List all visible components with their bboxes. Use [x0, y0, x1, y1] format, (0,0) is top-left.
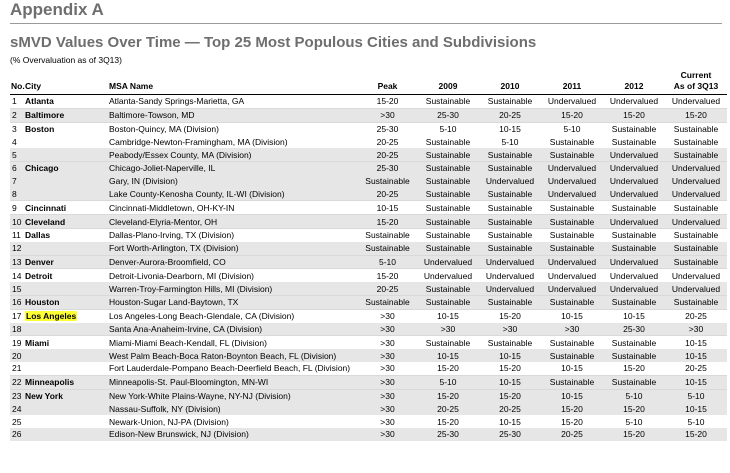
row-number: 16 [10, 295, 24, 309]
row-city [24, 175, 108, 188]
row-peak: 15-20 [376, 270, 399, 281]
row-2010: 10-15 [479, 349, 541, 362]
table-row [10, 161, 727, 174]
header-current-bottom: As of 3Q13 [673, 81, 719, 91]
row-current: 5-10 [665, 389, 727, 402]
row-2010: 25-30 [479, 428, 541, 441]
row-2010: 10-15 [479, 375, 541, 389]
row-current: 10-15 [665, 349, 727, 362]
row-city [24, 188, 108, 201]
row-peak: 25-30 [376, 123, 399, 134]
row-2010: Sustainable [487, 230, 533, 241]
row-2012: Undervalued [603, 161, 665, 174]
row-number: 25 [12, 416, 22, 427]
row-2011: Sustainable [541, 242, 603, 255]
row-2009: 5-10 [439, 123, 457, 134]
row-number: 6 [10, 161, 24, 174]
heading-divider [10, 23, 722, 24]
row-peak: >30 [358, 389, 417, 402]
row-number: 9 [10, 201, 24, 215]
table-row [10, 282, 727, 295]
row-2011: 5-10 [563, 123, 581, 134]
row-current: >30 [665, 323, 727, 336]
row-current: 20-25 [685, 311, 707, 322]
row-city [24, 135, 108, 148]
header-no: No. [11, 81, 25, 91]
table-row [10, 108, 727, 122]
row-2012: Sustainable [611, 230, 657, 241]
row-current: 20-25 [665, 362, 727, 375]
row-msa-name: New York-White Plains-Wayne, NY-NJ (Division) [108, 389, 358, 402]
row-2009: Sustainable [417, 188, 479, 201]
row-2011: Sustainable [549, 136, 595, 147]
row-2010: 10-15 [499, 416, 521, 427]
row-2012: Undervalued [603, 188, 665, 201]
row-2011: Sustainable [549, 230, 595, 241]
row-city [24, 323, 108, 336]
row-msa-name: Atlanta-Sandy Springs-Marietta, GA [108, 95, 358, 109]
row-msa-name: Baltimore-Towson, MD [108, 108, 358, 122]
row-number: 21 [10, 362, 24, 375]
row-city [24, 402, 108, 415]
row-city [24, 148, 108, 161]
row-2011: Sustainable [541, 148, 603, 161]
table-header-row [10, 70, 727, 95]
row-2011: Undervalued [541, 188, 603, 201]
row-number: 4 [12, 136, 17, 147]
row-2010: 15-20 [479, 389, 541, 402]
row-2012: 15-20 [603, 428, 665, 441]
row-2010: 10-15 [499, 123, 521, 134]
row-2012: 15-20 [603, 362, 665, 375]
row-current: Undervalued [665, 161, 727, 174]
row-2012: Sustainable [603, 242, 665, 255]
row-peak: 10-15 [358, 201, 417, 215]
table-row [10, 188, 727, 201]
row-current: Sustainable [673, 123, 719, 134]
row-2010: 20-25 [479, 402, 541, 415]
row-2009: Sustainable [417, 175, 479, 188]
row-2010: Sustainable [479, 295, 541, 309]
row-2009: Sustainable [425, 230, 471, 241]
row-number: 13 [10, 255, 24, 269]
row-city: Cincinnati [24, 201, 108, 215]
row-2009: Sustainable [417, 161, 479, 174]
table-title: sMVD Values Over Time — Top 25 Most Populous Cities and Subdivisions [10, 34, 537, 51]
header-city: City [25, 81, 42, 91]
row-msa-name: West Palm Beach-Boca Raton-Boynton Beach, FL (Division) [108, 349, 358, 362]
row-2011: Undervalued [541, 255, 603, 269]
header-current [665, 70, 727, 95]
row-2009: 15-20 [417, 389, 479, 402]
row-2012: Sustainable [603, 201, 665, 215]
row-2009: Sustainable [425, 136, 471, 147]
table-row [10, 148, 727, 161]
row-current: 10-15 [685, 337, 707, 348]
row-2011: Sustainable [541, 375, 603, 389]
row-number: 10 [10, 215, 24, 229]
row-number: 3 [12, 123, 17, 134]
row-current: Undervalued [671, 270, 721, 281]
row-peak: >30 [358, 402, 417, 415]
row-peak: Sustainable [358, 295, 417, 309]
table-row [10, 323, 727, 336]
table-row [10, 201, 727, 215]
row-city: Atlanta [24, 95, 108, 109]
row-peak: 20-25 [358, 282, 417, 295]
row-2009: Sustainable [417, 215, 479, 229]
row-number: 24 [10, 402, 24, 415]
header-2009: 2009 [438, 81, 458, 91]
row-2009: Sustainable [417, 242, 479, 255]
row-2011: 15-20 [541, 402, 603, 415]
table-body [10, 95, 727, 441]
row-2011: Sustainable [541, 215, 603, 229]
header-msa: MSA Name [109, 81, 154, 91]
appendix-heading: Appendix A [10, 0, 104, 19]
row-2012: 5-10 [625, 416, 643, 427]
row-city: Dallas [25, 230, 51, 241]
row-2010: Sustainable [479, 242, 541, 255]
row-2009: Sustainable [417, 295, 479, 309]
row-2012: Sustainable [603, 349, 665, 362]
row-city: Baltimore [24, 108, 108, 122]
row-2010: Undervalued [479, 255, 541, 269]
row-city [24, 242, 108, 255]
row-2011: 10-15 [561, 311, 583, 322]
row-msa-name: Cincinnati-Middletown, OH-KY-IN [108, 201, 358, 215]
row-current: 10-15 [665, 375, 727, 389]
table-row [10, 95, 727, 109]
table-row [10, 309, 727, 322]
row-current: Sustainable [665, 295, 727, 309]
row-city: Detroit [25, 270, 53, 281]
row-number: 8 [10, 188, 24, 201]
row-number: 2 [10, 108, 24, 122]
row-2011: Undervalued [541, 161, 603, 174]
row-2009: 10-15 [437, 311, 459, 322]
row-2010: Sustainable [479, 215, 541, 229]
row-msa-name: Gary, IN (Division) [108, 175, 358, 188]
row-2011: 10-15 [541, 362, 603, 375]
header-peak: Peak [377, 81, 398, 91]
row-2011: Sustainable [541, 349, 603, 362]
row-current: Undervalued [665, 282, 727, 295]
row-2009: Sustainable [417, 282, 479, 295]
row-2010: Sustainable [479, 188, 541, 201]
row-2012: Undervalued [603, 148, 665, 161]
row-2012: Sustainable [611, 123, 657, 134]
row-city: Houston [24, 295, 108, 309]
row-msa-name: Fort Worth-Arlington, TX (Division) [108, 242, 358, 255]
row-city: Chicago [24, 161, 108, 174]
row-number: 17 [12, 311, 22, 322]
row-2009: 25-30 [417, 428, 479, 441]
header-2011: 2011 [562, 81, 582, 91]
row-2009: Sustainable [417, 201, 479, 215]
row-city: Miami [25, 337, 50, 348]
table-row [10, 389, 727, 402]
row-peak: Sustainable [365, 230, 410, 241]
row-2010: Undervalued [485, 270, 535, 281]
row-2012: Sustainable [603, 295, 665, 309]
row-number: 1 [10, 95, 24, 109]
row-current: Sustainable [665, 242, 727, 255]
row-current: Sustainable [665, 255, 727, 269]
row-2010: Sustainable [479, 95, 541, 109]
table-row [10, 269, 727, 282]
row-peak: >30 [380, 311, 395, 322]
row-msa-name: Cambridge-Newton-Framingham, MA (Division) [109, 136, 288, 147]
row-2012: Undervalued [603, 215, 665, 229]
table-row [10, 242, 727, 255]
row-peak: Sustainable [358, 175, 417, 188]
row-msa-name: Cleveland-Elyria-Mentor, OH [108, 215, 358, 229]
table-row [10, 336, 727, 349]
row-city [24, 349, 108, 362]
row-city: Boston [25, 123, 55, 134]
row-msa-name: Denver-Aurora-Broomfield, CO [108, 255, 358, 269]
row-city [24, 362, 108, 375]
row-2009: Sustainable [417, 95, 479, 109]
row-peak: >30 [358, 323, 417, 336]
table-subtitle: (% Overvaluation as of 3Q13) [10, 55, 122, 65]
row-2012: Undervalued [603, 255, 665, 269]
row-2011: 10-15 [541, 389, 603, 402]
row-2010: 5-10 [501, 136, 519, 147]
row-2011: 15-20 [561, 416, 583, 427]
row-number: 14 [12, 270, 22, 281]
row-2010: 15-20 [479, 362, 541, 375]
row-peak: >30 [358, 108, 417, 122]
row-2010: Sustainable [479, 148, 541, 161]
row-peak: 25-30 [358, 161, 417, 174]
row-msa-name: Chicago-Joliet-Naperville, IL [108, 161, 358, 174]
highlighted-city: Los Angeles [26, 311, 77, 322]
table-row [10, 228, 727, 241]
row-2010: Sustainable [487, 337, 533, 348]
row-2009: 25-30 [417, 108, 479, 122]
row-peak: 20-25 [376, 136, 399, 147]
table-row [10, 349, 727, 362]
header-current-top: Current [680, 70, 712, 80]
row-number: 26 [10, 428, 24, 441]
row-2010: >30 [479, 323, 541, 336]
row-msa-name: Miami-Miami Beach-Kendall, FL (Division) [109, 337, 267, 348]
row-2009: 10-15 [417, 349, 479, 362]
row-2010: Sustainable [479, 201, 541, 215]
row-2011: Undervalued [541, 95, 603, 109]
row-city: New York [24, 389, 108, 402]
row-number: 18 [10, 323, 24, 336]
smvd-table [10, 70, 727, 441]
row-msa-name: Dallas-Plano-Irving, TX (Division) [109, 230, 235, 241]
row-2011: Sustainable [541, 201, 603, 215]
row-current: Sustainable [673, 230, 719, 241]
row-2011: Sustainable [541, 295, 603, 309]
table-row [10, 415, 727, 428]
row-2012: 25-30 [603, 323, 665, 336]
row-current: Undervalued [665, 188, 727, 201]
row-2012: Undervalued [603, 95, 665, 109]
table-row [10, 428, 727, 441]
table-row [10, 375, 727, 389]
row-2012: Sustainable [603, 375, 665, 389]
row-number: 20 [10, 349, 24, 362]
row-city [24, 309, 108, 322]
row-current: 15-20 [665, 428, 727, 441]
row-2012: 5-10 [603, 389, 665, 402]
header-2010: 2010 [500, 81, 520, 91]
row-2009: Sustainable [425, 337, 471, 348]
row-msa-name: Los Angeles-Long Beach-Glendale, CA (Division) [109, 311, 295, 322]
row-2012: Undervalued [603, 175, 665, 188]
row-current: 5-10 [687, 416, 705, 427]
row-number: 23 [10, 389, 24, 402]
row-number: 19 [12, 337, 22, 348]
row-peak: >30 [358, 428, 417, 441]
row-number: 7 [10, 175, 24, 188]
row-msa-name: Nassau-Suffolk, NY (Division) [108, 402, 358, 415]
row-msa-name: Detroit-Livonia-Dearborn, MI (Division) [109, 270, 255, 281]
row-2010: Undervalued [479, 175, 541, 188]
row-peak: >30 [380, 337, 395, 348]
row-2011: Undervalued [541, 175, 603, 188]
row-msa-name: Boston-Quincy, MA (Division) [109, 123, 219, 134]
row-2012: 15-20 [603, 402, 665, 415]
row-2009: 5-10 [417, 375, 479, 389]
row-peak: 20-25 [358, 188, 417, 201]
row-current: Sustainable [665, 148, 727, 161]
row-2012: Undervalued [603, 282, 665, 295]
row-msa-name: Edison-New Brunswick, NJ (Division) [108, 428, 358, 441]
table-row [10, 135, 727, 148]
row-2012: Sustainable [611, 136, 657, 147]
row-current: 15-20 [665, 108, 727, 122]
row-2011: Undervalued [547, 270, 597, 281]
row-2012: Undervalued [609, 270, 659, 281]
row-number: 11 [12, 230, 21, 241]
row-current: 10-15 [665, 402, 727, 415]
row-msa-name: Houston-Sugar Land-Baytown, TX [108, 295, 358, 309]
row-peak: 15-20 [358, 215, 417, 229]
row-number: 22 [10, 375, 24, 389]
row-2009: 15-20 [437, 416, 459, 427]
row-msa-name: Lake County-Kenosha County, IL-WI (Division) [108, 188, 358, 201]
table-row [10, 255, 727, 269]
row-peak: 15-20 [358, 95, 417, 109]
row-2012: 15-20 [603, 108, 665, 122]
header-2012: 2012 [624, 81, 644, 91]
row-city [24, 282, 108, 295]
row-2011: >30 [541, 323, 603, 336]
row-2009: 20-25 [417, 402, 479, 415]
row-peak: Sustainable [358, 242, 417, 255]
row-current: Sustainable [673, 136, 719, 147]
row-current: Undervalued [665, 175, 727, 188]
row-2009: Sustainable [417, 148, 479, 161]
table-row [10, 122, 727, 135]
row-msa-name: Fort Lauderdale-Pompano Beach-Deerfield Beach, FL (Division) [108, 362, 358, 375]
row-city: Cleveland [24, 215, 108, 229]
row-msa-name: Minneapolis-St. Paul-Bloomington, MN-WI [108, 375, 358, 389]
table-row [10, 295, 727, 309]
row-2012: 10-15 [623, 311, 645, 322]
row-2009: >30 [417, 323, 479, 336]
row-current: Sustainable [665, 201, 727, 215]
row-peak: >30 [358, 349, 417, 362]
row-city [24, 428, 108, 441]
row-2011: Sustainable [549, 337, 595, 348]
row-city: Minneapolis [24, 375, 108, 389]
row-city: Denver [24, 255, 108, 269]
row-msa-name: Newark-Union, NJ-PA (Division) [109, 416, 229, 427]
row-number: 5 [10, 148, 24, 161]
table-row [10, 402, 727, 415]
row-2011: 15-20 [541, 108, 603, 122]
row-2010: Undervalued [479, 282, 541, 295]
row-peak: >30 [358, 375, 417, 389]
table-row [10, 215, 727, 229]
row-current: Undervalued [665, 215, 727, 229]
row-2010: 15-20 [499, 311, 521, 322]
row-2010: 20-25 [479, 108, 541, 122]
row-msa-name: Santa Ana-Anaheim-Irvine, CA (Division) [108, 323, 358, 336]
row-msa-name: Warren-Troy-Farmington Hills, MI (Division) [108, 282, 358, 295]
row-city [24, 415, 108, 428]
row-peak: >30 [358, 362, 417, 375]
row-peak: >30 [380, 416, 395, 427]
table-row [10, 362, 727, 375]
row-2011: Undervalued [541, 282, 603, 295]
row-peak: 20-25 [358, 148, 417, 161]
row-2011: 20-25 [541, 428, 603, 441]
row-2009: Undervalued [423, 270, 473, 281]
row-peak: 5-10 [358, 255, 417, 269]
row-msa-name: Peabody/Essex County, MA (Division) [108, 148, 358, 161]
row-number: 15 [10, 282, 24, 295]
row-2009: 15-20 [417, 362, 479, 375]
row-number: 12 [10, 242, 24, 255]
table-row [10, 175, 727, 188]
row-2009: Undervalued [417, 255, 479, 269]
row-2010: Sustainable [479, 161, 541, 174]
row-current: Undervalued [665, 95, 727, 109]
row-2012: Sustainable [611, 337, 657, 348]
